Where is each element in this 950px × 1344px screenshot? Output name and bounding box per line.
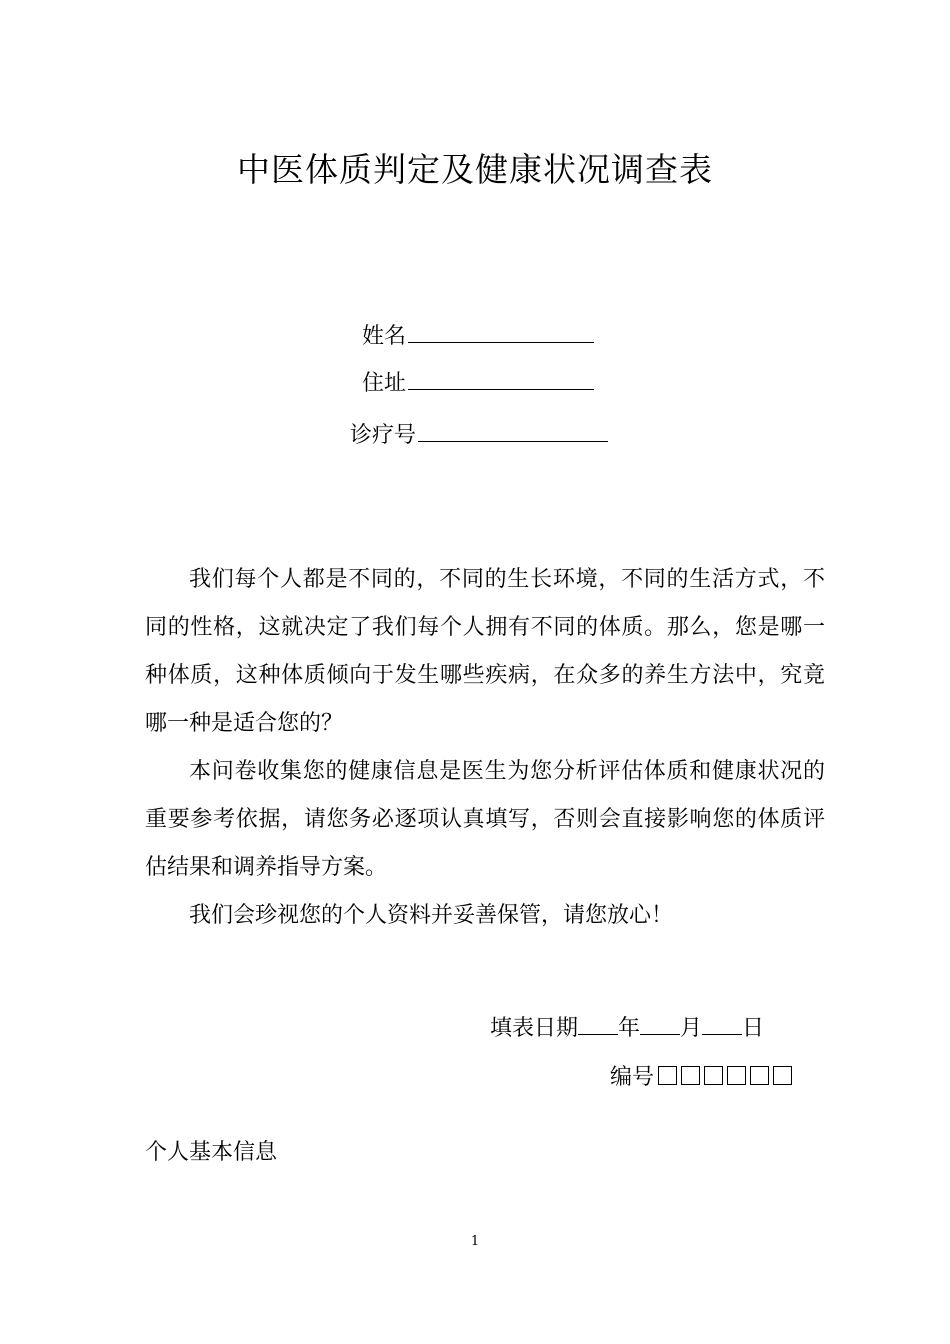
serial-digit-box[interactable] (727, 1066, 746, 1085)
day-blank[interactable] (702, 1012, 742, 1035)
fill-date-label: 填表日期 (490, 1016, 579, 1041)
intro-paragraph-3: 我们会珍视您的个人资料并妥善保管，请您放心！ (189, 903, 674, 928)
year-blank[interactable] (578, 1012, 618, 1035)
serial-number-boxes (654, 1065, 792, 1090)
document-title: 中医体质判定及健康状况调查表 (237, 150, 713, 189)
month-label: 月 (680, 1016, 703, 1041)
clinic-number-blank[interactable] (418, 419, 608, 442)
serial-digit-box[interactable] (681, 1066, 700, 1085)
intro-paragraph-2: 本问卷收集您的健康信息是医生为您分析评估体质和健康状况的重要参考依据，请您务必逐项认真填写，否则会直接影响您的体质评估结果和调养指导方案。 (145, 759, 825, 880)
address-blank[interactable] (408, 367, 594, 390)
clinic-number-label: 诊疗号 (350, 423, 417, 448)
name-field[interactable] (362, 320, 594, 353)
serial-digit-box[interactable] (773, 1066, 792, 1085)
serial-number-line (610, 1063, 792, 1094)
address-field[interactable] (362, 367, 594, 400)
name-label: 姓名 (362, 324, 407, 349)
serial-digit-box[interactable] (658, 1066, 677, 1085)
name-blank[interactable] (408, 320, 594, 343)
page-number: 1 (470, 1234, 480, 1249)
section-heading-basic-info: 个人基本信息 (145, 1140, 278, 1165)
serial-number-label: 编号 (610, 1065, 655, 1090)
year-label: 年 (618, 1016, 641, 1041)
serial-digit-box[interactable] (750, 1066, 769, 1085)
address-label: 住址 (362, 371, 407, 396)
intro-text (145, 556, 825, 940)
serial-digit-box[interactable] (704, 1066, 723, 1085)
intro-paragraph-1: 我们每个人都是不同的，不同的生长环境，不同的生活方式，不同的性格，这就决定了我们每个人拥有不同的体质。那么，您是哪一种体质，这种体质倾向于发生哪些疾病，在众多的养生方法中，究竟哪一种是适合您的？ (145, 567, 825, 736)
clinic-number-field[interactable] (350, 419, 608, 452)
day-label: 日 (742, 1016, 765, 1041)
fill-date-line (490, 1012, 764, 1045)
month-blank[interactable] (640, 1012, 680, 1035)
